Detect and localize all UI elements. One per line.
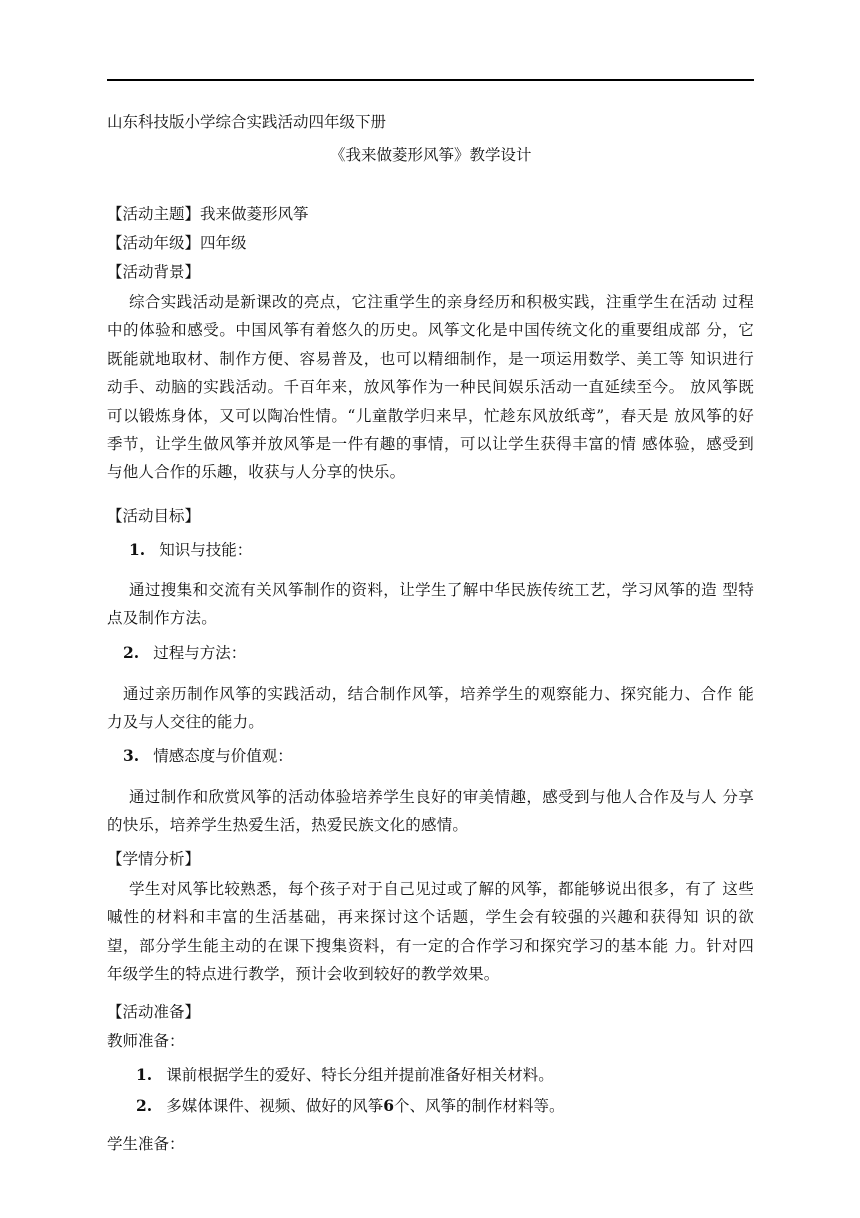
teacher-prep-item-2-count: 6 — [383, 1096, 394, 1115]
teacher-prep-item-2 — [136, 1096, 565, 1116]
background-text: 综合实践活动是新课改的亮点，它注重学生的亲身经历和积极实践，注重学生在活动 过程中的体验和感受。中国风筝有着悠久的历史。风筝文化是中国传统文化的重要组成部 分，它既能就地取材、制作方便、容易普及，也可以精细制作，是一项运用数学、美工等 知识进行动手、动脑的实践活动。千百年来，放风筝作为一种民间娱乐活动一直延续至今。 放风筝既可以锻炼身体，又可以陶冶性情。“儿童散学归来早，忙趁东风放纸鸢”，春天是 放风筝的好季节，让学生做风筝并放风筝是一件有趣的事情，可以让学生获得丰富的情 感体验，感受到与他人合作的乐趣，收获与人分享的快乐。 — [107, 293, 754, 482]
teacher-prep-item-1 — [136, 1065, 554, 1085]
goal-1-number: 1. — [129, 540, 146, 559]
goal-3-title: 情感态度与价值观： — [153, 747, 293, 765]
background-label: 【活动背景】 — [107, 263, 201, 281]
teacher-prep-item-2-text-after: 个、风筝的制作材料等。 — [394, 1097, 565, 1115]
grade-label: 【活动年级】 — [107, 234, 201, 252]
goal-2-number: 2. — [123, 643, 140, 662]
teacher-prep-item-2-number: 2. — [136, 1096, 153, 1115]
goal-1-title: 知识与技能： — [159, 541, 253, 559]
goals-label: 【活动目标】 — [107, 507, 201, 525]
theme-line — [107, 204, 309, 224]
header-rule — [107, 79, 754, 81]
document-subtitle: 山东科技版小学综合实践活动四年级下册 — [107, 113, 387, 131]
teacher-prep-item-1-text: 课前根据学生的爱好、特长分组并提前准备好相关材料。 — [166, 1066, 554, 1084]
document-title: 《我来做菱形风筝》教学设计 — [330, 146, 532, 164]
goal-1-text: 通过搜集和交流有关风筝制作的资料，让学生了解中华民族传统工艺，学习风筝的造 型特点及制作方法。 — [107, 581, 754, 628]
goal-3-number: 3. — [123, 746, 140, 765]
student-prep-label: 学生准备： — [107, 1135, 185, 1153]
theme-value: 我来做菱形风筝 — [200, 205, 309, 223]
goal-1-heading — [129, 540, 252, 560]
goal-3-text: 通过制作和欣赏风筝的活动体验培养学生良好的审美情趣，感受到与他人合作及与人 分享的快乐，培养学生热爱生活，热爱民族文化的感情。 — [107, 788, 754, 835]
analysis-label: 【学情分析】 — [107, 850, 201, 868]
goal-2-heading — [123, 643, 246, 663]
preparation-label: 【活动准备】 — [107, 1003, 201, 1021]
theme-label: 【活动主题】 — [107, 205, 201, 223]
grade-line — [107, 233, 247, 253]
teacher-prep-label: 教师准备： — [107, 1032, 185, 1050]
analysis-text: 学生对风筝比较熟悉，每个孩子对于自己见过或了解的风筝，都能够说出很多，有了 这些嘁性的材料和丰富的生活基础，再来探讨这个话题，学生会有较强的兴趣和获得知 识的欲望，部分学生能主动的在课下搜集资料，有一定的合作学习和探究学习的基本能 力。针对四年级学生的特点进行教学，预计会收到较好的教学效果。 — [107, 880, 754, 984]
goal-3-heading — [123, 746, 293, 766]
grade-value: 四年级 — [200, 234, 247, 252]
teacher-prep-item-1-number: 1. — [136, 1065, 153, 1084]
goal-2-text: 通过亲历制作风筝的实践活动，结合制作风筝，培养学生的观察能力、探究能力、合作 能力及与人交往的能力。 — [107, 685, 754, 732]
goal-2-title: 过程与方法： — [153, 644, 247, 662]
teacher-prep-item-2-text: 多媒体课件、视频、做好的风筝 — [166, 1097, 384, 1115]
